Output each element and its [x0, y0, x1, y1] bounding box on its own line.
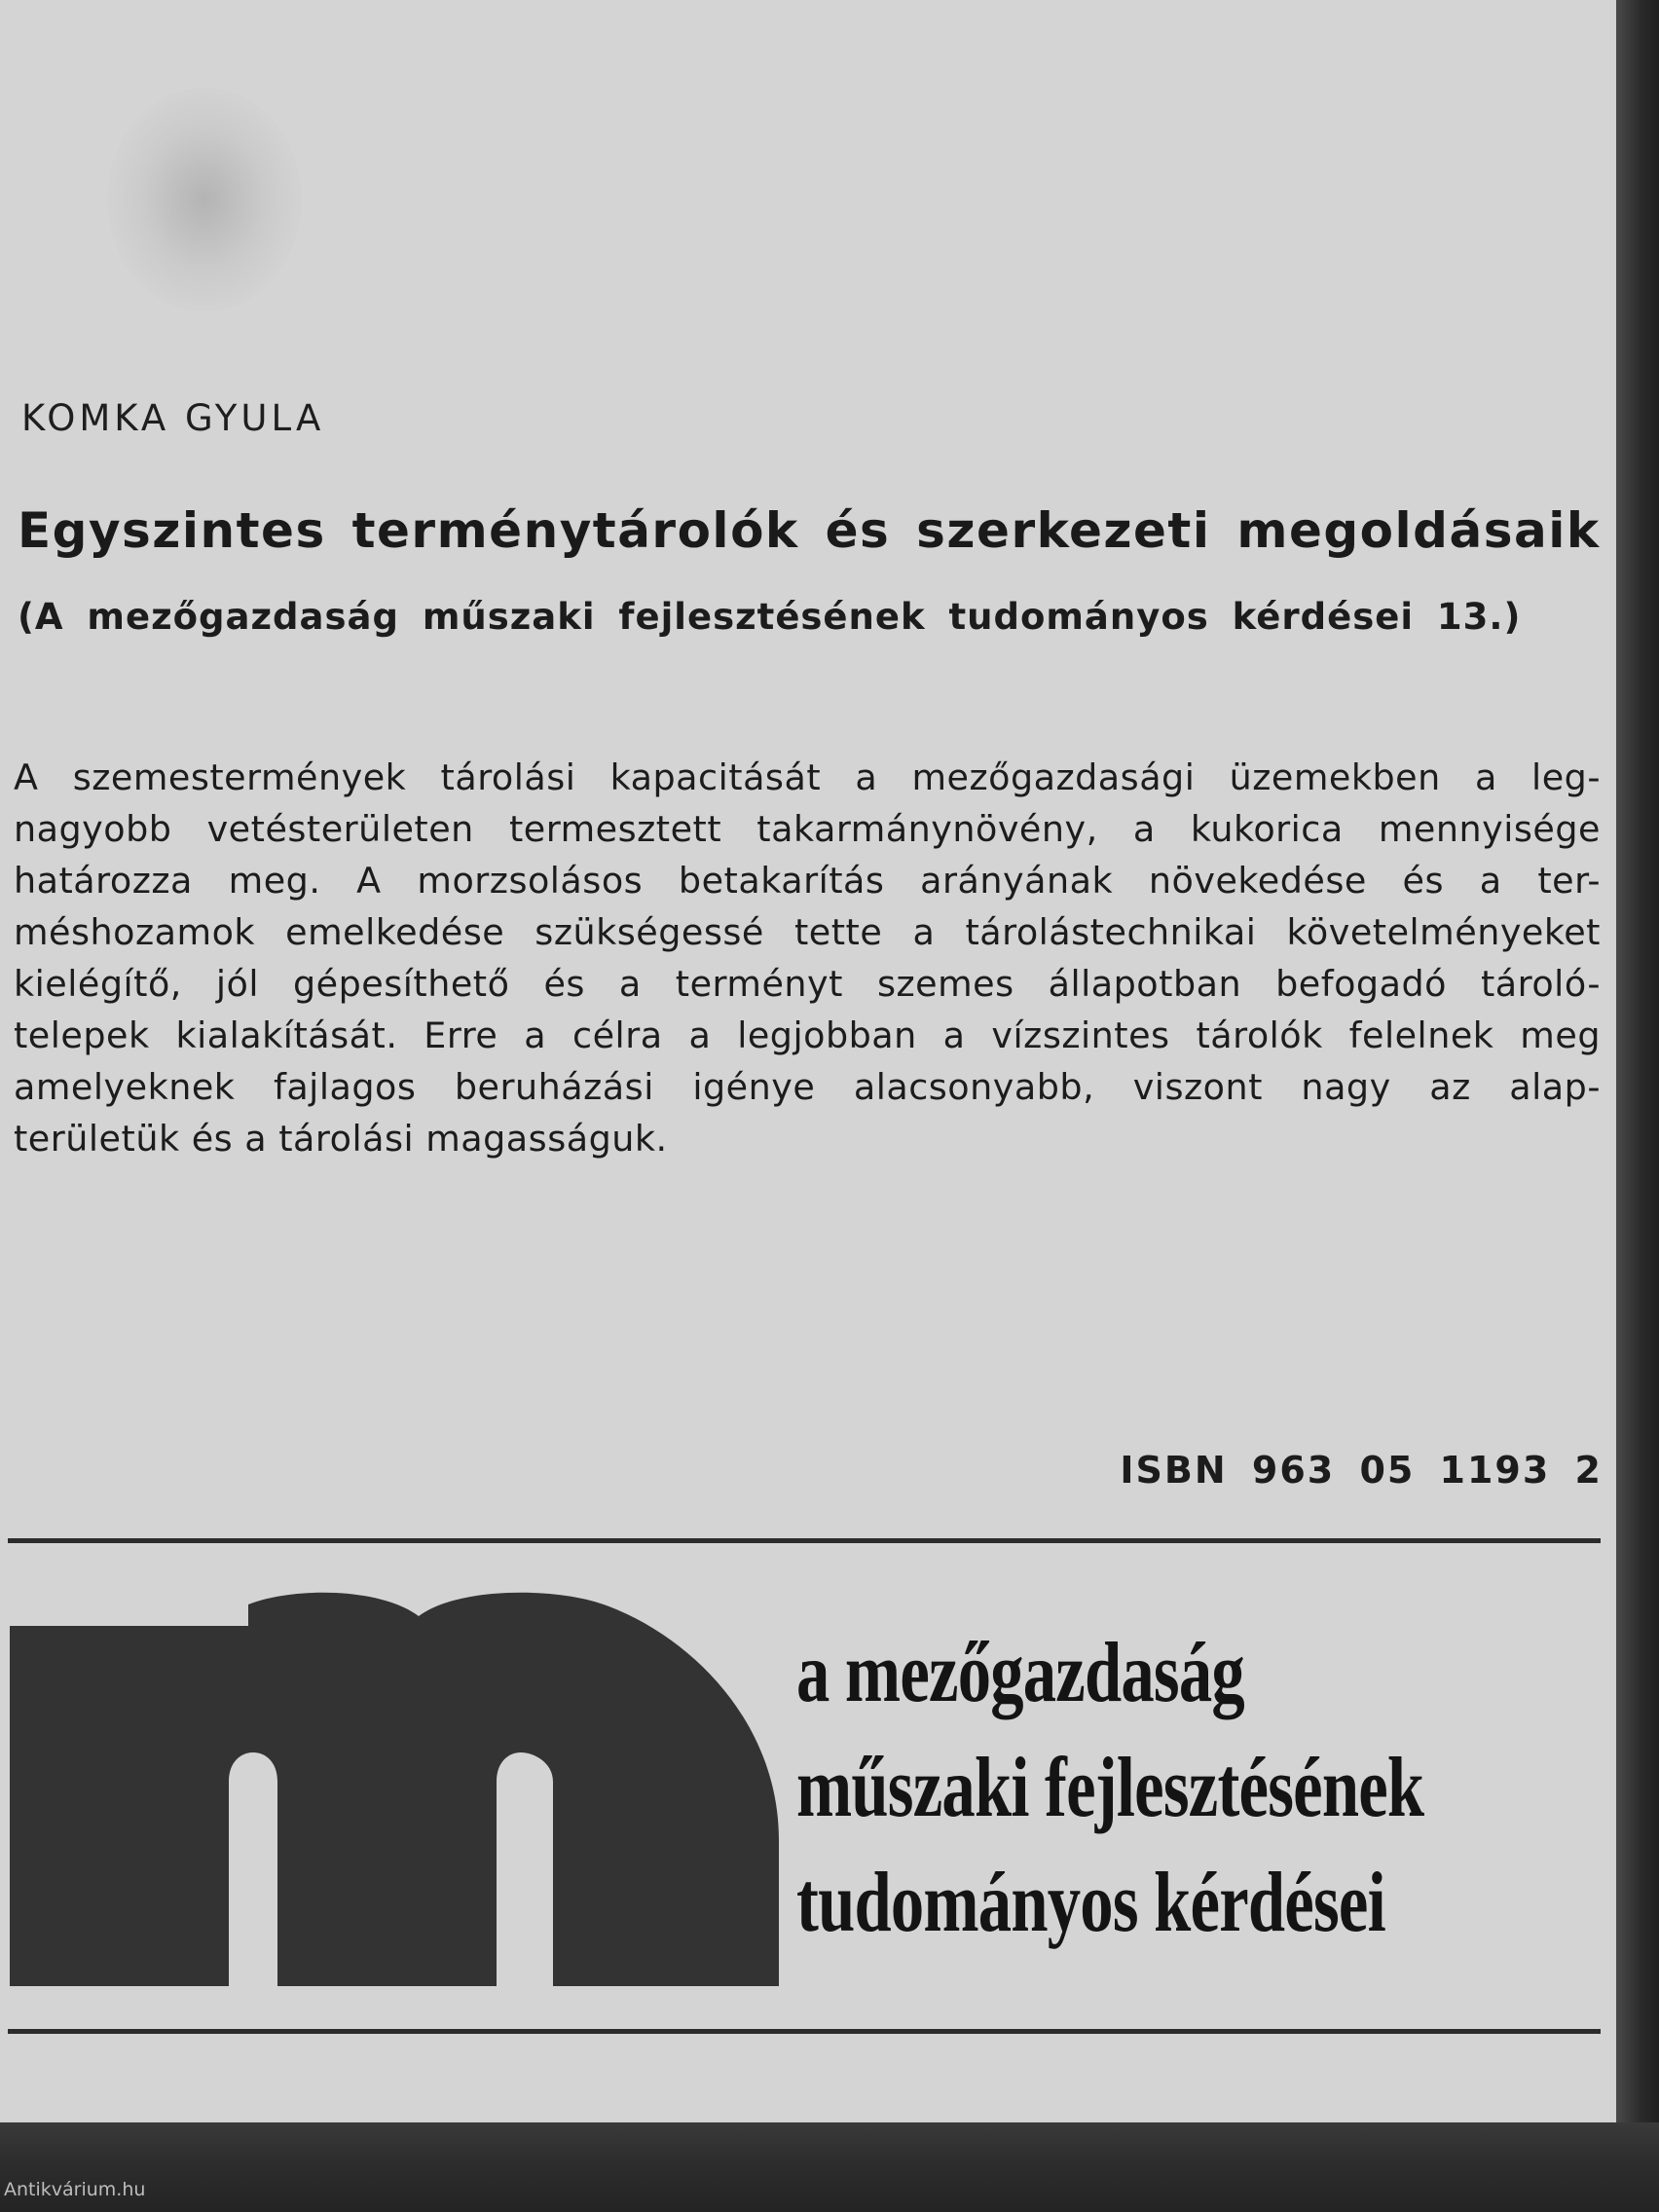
series-logo-m-icon [10, 1587, 779, 1986]
abstract-line: területük és a tárolási magasságuk. [14, 1118, 668, 1160]
abstract-line: nagyobb vetésterületen termesztett takarmánynövény, a kukorica mennyisége [14, 808, 1601, 850]
abstract-line: A szemestermények tárolási kapacitását a mezőgazdasági üzemekben a leg- [14, 756, 1601, 798]
abstract-line: határozza meg. A morzsolásos betakarítás arányának növekedése és a ter- [14, 860, 1601, 902]
divider-rule-top [8, 1538, 1601, 1543]
series-name-block [796, 1616, 1423, 1961]
book-title: Egyszintes terménytárolók és szerkezeti megoldásaik [18, 502, 1601, 559]
scan-edge-bottom [0, 2122, 1659, 2212]
abstract-line: kielégítő, jól gépesíthető és a terményt szemes állapotban befogadó tároló- [14, 963, 1601, 1005]
abstract-line: telepek kialakítását. Erre a célra a legjobban a vízszintes tárolók felelnek meg [14, 1014, 1601, 1056]
abstract-line: méshozamok emelkedése szükségessé tette a tárolástechnikai követelményeket [14, 911, 1601, 953]
abstract-line: amelyeknek fajlagos beruházási igénye alacsonyabb, viszont nagy az alap- [14, 1066, 1601, 1108]
series-subtitle: (A mezőgazdaság műszaki fejlesztésének tudományos kérdései 13.) [18, 596, 1522, 638]
series-name-line: műszaki fejlesztésének [796, 1741, 1424, 1835]
scan-edge-right [1616, 0, 1659, 2122]
isbn-number: ISBN 963 05 1193 2 [1120, 1449, 1603, 1492]
divider-rule-bottom [8, 2029, 1601, 2034]
series-name-line: a mezőgazdaság [796, 1626, 1244, 1720]
watermark-text: Antikvárium.hu [4, 2179, 146, 2200]
author-name: KOMKA GYULA [21, 397, 325, 439]
series-name-line: tudományos kérdései [796, 1856, 1385, 1950]
abstract-text [14, 752, 1601, 1164]
